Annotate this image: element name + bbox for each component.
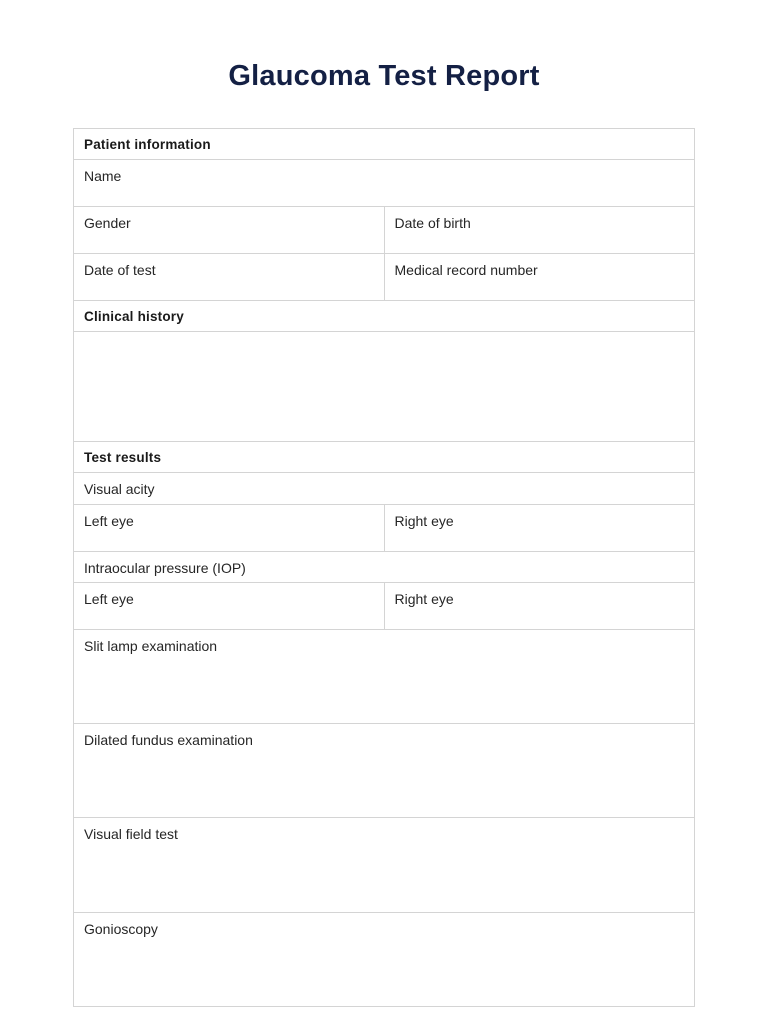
gonioscopy-field[interactable]: Gonioscopy bbox=[84, 921, 158, 937]
section-heading-test-results: Test results bbox=[84, 450, 162, 465]
slit-lamp-examination-field[interactable]: Slit lamp examination bbox=[84, 638, 218, 654]
row-test-date-record bbox=[74, 254, 694, 301]
iop-right-eye-field[interactable]: Right eye bbox=[384, 583, 695, 629]
row-visual-field-test bbox=[74, 818, 694, 913]
visual-field-test-field[interactable]: Visual field test bbox=[84, 826, 178, 842]
medical-record-number-field[interactable]: Medical record number bbox=[384, 254, 695, 300]
row-name bbox=[74, 160, 694, 207]
intraocular-pressure-label: Intraocular pressure (IOP) bbox=[84, 560, 246, 576]
row-gonioscopy bbox=[74, 913, 694, 1006]
section-patient-information bbox=[74, 129, 694, 160]
row-clinical-history-notes bbox=[74, 332, 694, 442]
page-title: Glaucoma Test Report bbox=[228, 60, 540, 92]
date-of-test-field[interactable]: Date of test bbox=[84, 262, 156, 278]
row-gender-dob bbox=[74, 207, 694, 254]
section-test-results bbox=[74, 442, 694, 473]
date-of-birth-field[interactable]: Date of birth bbox=[384, 207, 695, 253]
report-form bbox=[73, 128, 695, 1007]
section-heading-clinical-history: Clinical history bbox=[84, 309, 184, 324]
clinical-history-field[interactable] bbox=[74, 332, 694, 441]
visual-acuity-left-eye-field[interactable]: Left eye bbox=[84, 513, 134, 529]
name-field[interactable]: Name bbox=[84, 168, 122, 184]
section-heading-patient-information: Patient information bbox=[84, 137, 211, 152]
dilated-fundus-examination-field[interactable]: Dilated fundus examination bbox=[84, 732, 253, 748]
visual-acuity-right-eye-field[interactable]: Right eye bbox=[384, 505, 695, 551]
row-intraocular-pressure bbox=[74, 552, 694, 583]
row-visual-acuity bbox=[74, 473, 694, 505]
section-clinical-history bbox=[74, 301, 694, 332]
row-slit-lamp bbox=[74, 630, 694, 724]
visual-acuity-label: Visual acity bbox=[84, 481, 155, 497]
row-visual-acuity-eyes bbox=[74, 505, 694, 552]
row-iop-eyes bbox=[74, 583, 694, 630]
iop-left-eye-field[interactable]: Left eye bbox=[84, 591, 134, 607]
gender-field[interactable]: Gender bbox=[84, 215, 131, 231]
row-dilated-fundus bbox=[74, 724, 694, 818]
